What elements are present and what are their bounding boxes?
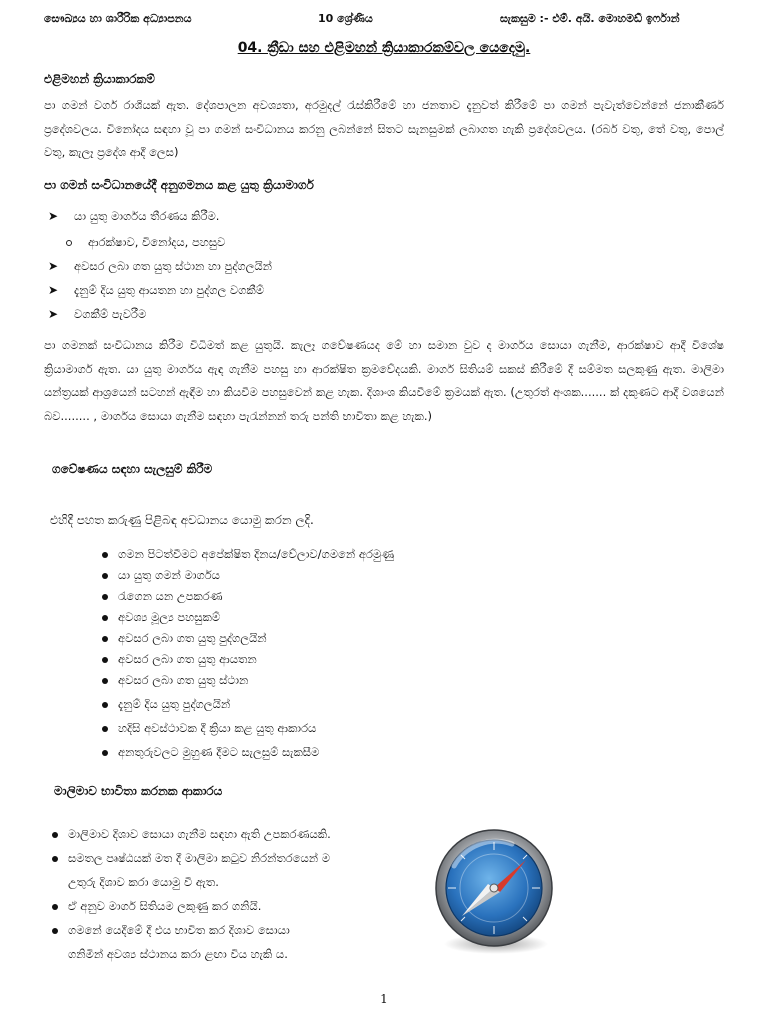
list-item: යා යුතු මාර්ගය තීරණය කිරීම. [74,209,220,223]
circle-bullet-icon [66,240,72,246]
bullet-icon [102,594,108,600]
header-grade: 10 ශ්‍රේණිය [318,12,373,25]
bullet-icon [52,904,58,910]
compass-line: මාලිමාව දිශාව සොයා ගැනීම සඳහා ඇති උපකරණයකි. [68,827,331,841]
list-item: අනතුරුවලට මුහුණ දීමට සැලසුම් සැකසීම [118,745,320,759]
list-item: යා යුතු ගමන් මාර්ගය [118,568,220,582]
list-item: ආරක්ෂාව, විනෝදය, පහසුව [88,235,226,249]
header-author: සැකසුම :- එම්. අයි. මොහමඩ් ඉර්ෆාන් [500,12,680,25]
compass-line: උතුරු දිශාව කරා යොමු වී ඇත. [68,875,219,889]
section-heading-exploration-plan: ගවේෂණය සඳහා සැලසුම් කිරීම [52,462,213,476]
list-item: අවසර ලබා ගත යුතු ස්ථාන හා පුද්ගලයින් [74,259,272,273]
bullet-icon [102,702,108,708]
paragraph-hike-organization: පා ගමනක් සංවිධානය කිරීම විධිමත් කළ යුතුයි. කැලෑ ගවේෂණයද මේ හා සමාන වුව ද මාර්ගය සොයා ගැනීම, ආරක්ෂාව ආදී විශේෂ ක්‍රියාමාර්ග ඇත. යා යුතු මාර්ගය ඇඳ ගැනීම පහසු හා ආරක්ෂිත ක්‍රමවේදයකි. මාර්ග සිතියම් සකස් කිරීමේ දී සම්මත සලකුණු ඇත. මාලිමා යන්ත්‍රයක් ආශ්‍රයෙන් සටහන් ඇඳීම හා කියවීම පහසුවෙන් කළ හැක. දිශාංශ කියවීමේ ක්‍රමයක් ඇත. (උතුරත් අංශක....... ක් දකුණට ආදී වශයෙන් බව........ , මාර්ගය සොයා ගැනීම සඳහා පැරැන්නන් තරු පන්ති භාවිතා කළ හැක.) [44,338,724,423]
bullet-icon [102,573,108,579]
bullet-icon [102,636,108,642]
arrow-bullet-icon: ➤ [48,209,59,223]
bullet-icon [102,552,108,558]
bullet-icon [52,832,58,838]
compass-line: ගමනේ යෙදීමේ දී එය භාවිත කර දිශාව සොයා [68,923,290,937]
page-title: 04. ක්‍රීඩා සහ එළිමහන් ක්‍රියාකාරකම්වල යෙදෙමු. [237,40,531,56]
bullet-icon [102,726,108,732]
compass-line: ගනිමින් අවශ්‍ය ස්ථානය කරා ළඟා විය හැකි ය. [68,947,288,961]
compass-line: ඒ අනුව මාර්ග සිතියම ලකුණු කර ගනියි. [68,899,262,913]
bullet-icon [52,928,58,934]
compass-image [430,826,558,958]
list-item: හදිසි අවස්ථාවක දී ක්‍රියා කළ යුතු ආකාරය [118,721,317,735]
list-item: අවසර ලබා ගත යුතු ආයතන [118,652,257,666]
page-number: 1 [380,992,388,1006]
section-heading-outdoor: එළිමහන් ක්‍රියාකාරකම් [44,72,155,86]
list-item: අවසර ලබා ගත යුතු ස්ථාන [118,673,249,687]
arrow-bullet-icon: ➤ [48,307,59,321]
bullet-icon [102,657,108,663]
list-item: වගකීම් පැවරීම [74,307,147,321]
bullet-icon [52,856,58,862]
compass-line: සමතල පෘෂ්ඨයක් මත දී මාලිමා කටුව නිරන්තරයෙන් ම [68,851,331,865]
exploration-intro: එහිදී පහත කරුණු පිළිබඳ අවධානය යොමු කරන ලදි. [50,513,314,527]
list-item: දැනුම් දිය යුතු පුද්ගලයින් [118,697,231,711]
section-heading-hike-steps: පා ගමන් සංවිධානයේදී අනුගමනය කළ යුතු ක්‍රියාමාර්ග [44,178,314,192]
section-heading-compass: මාලිමාව භාවිතා කරනක ආකාරය [54,784,223,798]
bullet-icon [102,750,108,756]
list-item: අවශ්‍ය මූල්‍ය පහසුකම් [118,610,221,624]
bullet-icon [102,678,108,684]
header-subject: සෞඛ්‍යය හා ශාරීරික අධ්‍යාපනය [44,12,192,25]
list-item: ගමන පිටත්වීමට අපේක්ෂිත දිනය/වේලාව/ගමනේ අරමුණු [118,547,395,561]
bullet-icon [102,615,108,621]
paragraph-outdoor: පා ගමන් වර්ග රාශියක් ඇත. දේශපාලන අවශ්‍යතා, අරමුදල් රැස්කිරීමේ හා ජනතාව දැනුවත් කිරීමේ පා ගමන් පැවැත්වෙන්නේ ජනාකීර්ණ ප්‍රදේශවලය. විනෝදය සඳහා වූ පා ගමන් සංවිධානය කරනු ලබන්නේ සිතට සැනසුමක් ලබාගත හැකි ප්‍රදේශවලය. (රබර් වතු, තේ වතු, පොල් වතු, කැලෑ ප්‍රදේශ ආදී ලෙස) [44,98,724,159]
list-item: රැගෙන යන උපකරණ [118,589,223,603]
list-item: අවසර ලබා ගත යුතු පුද්ගලයින් [118,631,267,645]
arrow-bullet-icon: ➤ [48,283,59,297]
arrow-bullet-icon: ➤ [48,259,59,273]
list-item: දැනුම් දිය යුතු ආයතන හා පුද්ගල වගකීම් [74,283,264,297]
